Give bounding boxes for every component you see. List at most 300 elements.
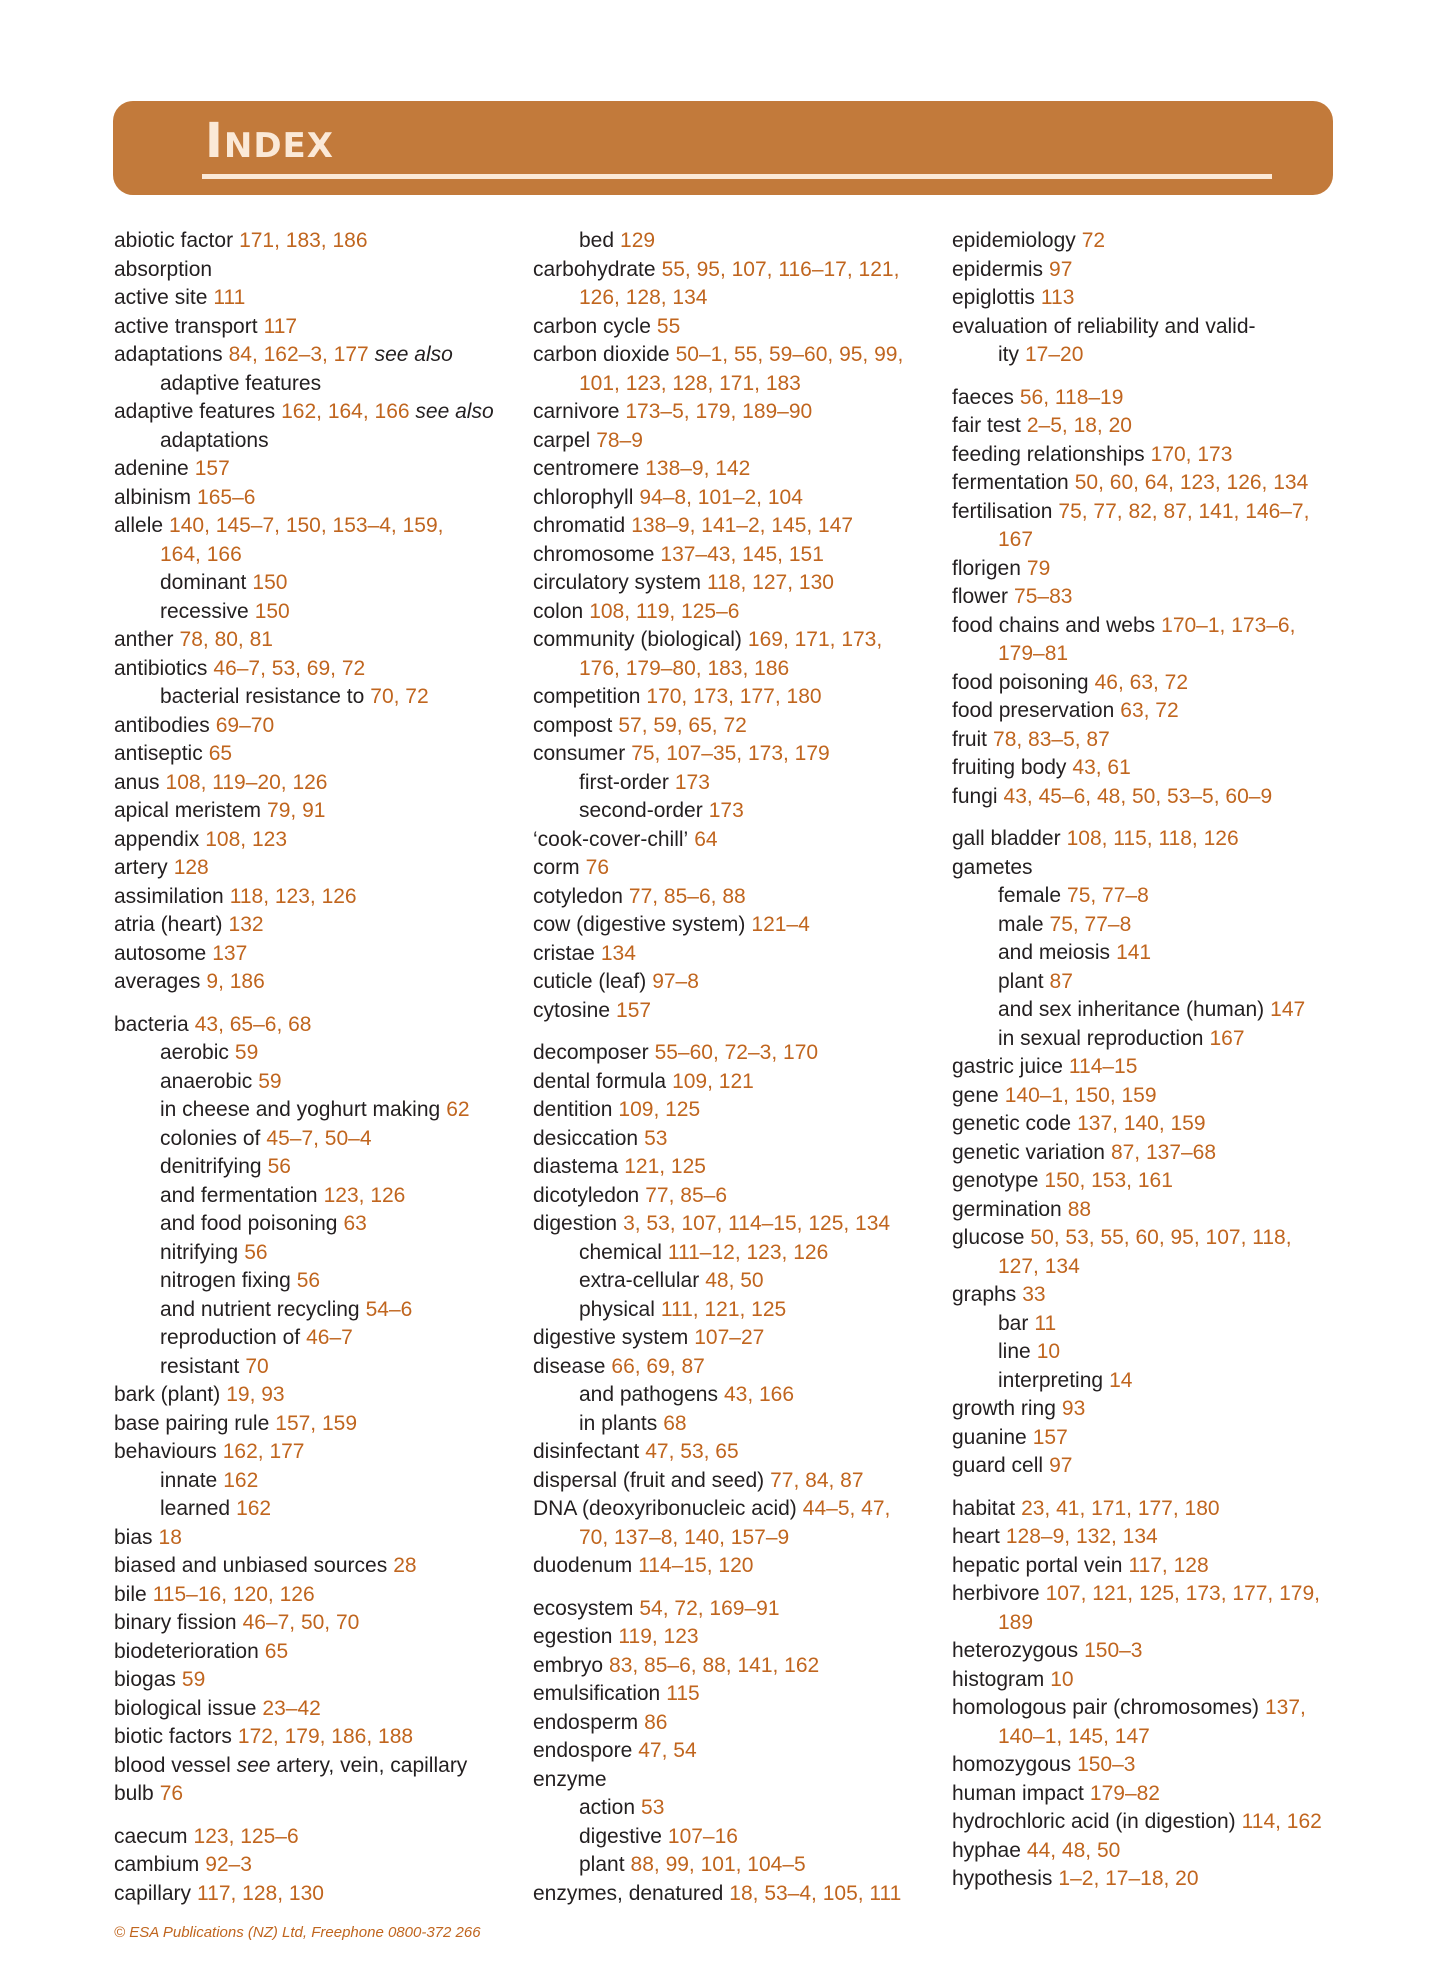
index-page-refs: 54, 72, 169–91 (639, 1596, 780, 1620)
index-page-refs: 111, 121, 125 (660, 1297, 787, 1321)
index-entry (952, 726, 1352, 755)
index-term: cotyledon (533, 884, 623, 908)
index-page-refs: 56 (296, 1269, 321, 1292)
index-page-refs: 18 (158, 1525, 182, 1549)
index-page-refs: 56, 118–19 (1019, 385, 1124, 409)
index-term: adenine (114, 457, 189, 480)
index-page-refs: 157 (616, 998, 652, 1022)
index-term: food poisoning (952, 670, 1089, 694)
index-page-refs: 121, 125 (624, 1155, 706, 1178)
index-term: allele (114, 514, 164, 537)
index-entry (533, 854, 938, 883)
index-page-refs: 86 (644, 1710, 668, 1734)
index-subentry (114, 1467, 514, 1496)
index-page-refs: 84, 162–3, 177 (228, 343, 369, 366)
index-term: appendix (114, 827, 200, 851)
index-term: carpel (533, 428, 591, 452)
index-page-refs: 9, 186 (206, 970, 265, 993)
index-term: compost (533, 713, 613, 737)
index-term: and meiosis (998, 941, 1111, 964)
index-entry (114, 1410, 514, 1439)
index-term: gene (952, 1083, 999, 1107)
index-subentry (114, 1068, 514, 1097)
index-entry (952, 1808, 1352, 1837)
index-page-refs: 109, 121 (672, 1069, 754, 1093)
index-page-refs: 150 (252, 571, 288, 594)
index-page-refs: 173 (708, 799, 744, 822)
index-page-refs: 108, 123 (205, 827, 287, 851)
index-page-refs: 128–9, 132, 134 (1005, 1525, 1158, 1548)
index-term: epidemiology (952, 229, 1076, 252)
index-subentry (114, 598, 514, 627)
index-subentry (114, 683, 514, 712)
index-page-refs: 123, 126 (323, 1183, 406, 1207)
index-term: abiotic factor (114, 229, 234, 252)
index-page-refs: 162 (236, 1497, 272, 1520)
index-entry (114, 1552, 514, 1581)
index-page-refs: 108, 119–20, 126 (165, 770, 328, 794)
index-term: and pathogens (579, 1383, 718, 1406)
index-term: gastric juice (952, 1055, 1063, 1078)
index-entry (533, 1880, 938, 1909)
index-term: histogram (952, 1667, 1045, 1691)
index-term: fruit (952, 727, 988, 751)
index-term: germination (952, 1197, 1062, 1221)
index-term: digestion (533, 1212, 618, 1235)
index-entry (114, 883, 514, 912)
index-term: genetic variation (952, 1140, 1105, 1164)
index-page-refs: 68 (663, 1411, 687, 1435)
index-page-refs: 115 (666, 1682, 700, 1705)
index-entry (114, 769, 514, 798)
index-term: enzymes, denatured (533, 1881, 724, 1905)
index-term: carnivore (533, 400, 620, 423)
index-term: bias (114, 1525, 153, 1549)
index-term: florigen (952, 556, 1021, 580)
index-subentry (114, 1125, 514, 1154)
index-page-refs: 78, 80, 81 (179, 628, 273, 651)
index-page-refs: 137, 140, 159 (1077, 1112, 1206, 1135)
index-page-refs: 162, 177 (222, 1440, 305, 1463)
index-term: bar (998, 1311, 1029, 1335)
index-page-refs: 17–20 (1025, 343, 1084, 366)
index-page-refs: 43, 65–6, 68 (194, 1012, 312, 1036)
page-title: Index (205, 113, 334, 169)
index-page-refs: 170, 173 (1150, 442, 1233, 466)
index-entry (114, 284, 514, 313)
index-term: growth ring (952, 1397, 1056, 1420)
index-term: recessive (160, 599, 249, 623)
index-term: anaerobic (160, 1069, 253, 1093)
index-entry (952, 227, 1352, 256)
index-page-refs: 48, 50 (705, 1269, 764, 1292)
index-term: cytosine (533, 998, 611, 1022)
index-term: first-order (579, 770, 669, 794)
index-page-refs: 172, 179, 186, 188 (237, 1725, 414, 1748)
index-page-refs: 46, 63, 72 (1094, 670, 1189, 694)
index-page-refs: 46–7, 53, 69, 72 (213, 656, 366, 680)
index-page-refs: 79, 91 (267, 799, 326, 822)
index-page-refs: 138–9, 141–2, 145, 147 (631, 514, 854, 537)
index-page-refs: 162, 164, 166 (281, 400, 410, 423)
index-page-refs: 113 (1040, 286, 1075, 309)
index-page-refs: 118, 127, 130 (707, 571, 834, 594)
index-page-refs: 63 (343, 1212, 367, 1235)
index-subentry (533, 797, 938, 826)
index-page-refs: 97 (1049, 257, 1073, 281)
index-entry (533, 1595, 938, 1624)
index-subentry (114, 1267, 514, 1296)
index-entry (533, 911, 938, 940)
index-entry (952, 1666, 1352, 1695)
index-term: male (998, 912, 1044, 936)
index-term: bulb (114, 1782, 154, 1805)
index-page-refs: 14 (1109, 1368, 1133, 1392)
index-term: epidermis (952, 257, 1044, 281)
index-entry (533, 826, 938, 855)
index-entry (533, 940, 938, 969)
index-page-refs: 111 (213, 286, 246, 309)
index-page-refs: 115–16, 120, 126 (152, 1582, 315, 1606)
index-term: decomposer (533, 1041, 649, 1064)
index-page-refs: 107–27 (694, 1326, 765, 1349)
index-entry (114, 1823, 514, 1852)
index-entry (114, 1695, 514, 1724)
index-entry (952, 1580, 1352, 1637)
index-entry (114, 227, 514, 256)
index-page-refs: 138–9, 142 (645, 457, 751, 480)
index-term: cuticle (leaf) (533, 970, 647, 993)
index-page-refs: 157, 159 (275, 1411, 358, 1435)
index-page-refs: 53 (641, 1796, 665, 1819)
index-entry (952, 498, 1352, 555)
index-page-refs: 70, 72 (370, 685, 429, 708)
index-subentry (114, 1182, 514, 1211)
index-entry (952, 669, 1352, 698)
index-column-3 (952, 227, 1352, 1894)
index-page-refs: 118, 123, 126 (229, 884, 357, 908)
index-term: emulsification (533, 1682, 661, 1705)
index-page-refs: 50, 53, 55, 60, 95, 107, 118, 127, 134 (998, 1226, 1292, 1278)
index-entry (533, 541, 938, 570)
index-entry (114, 655, 514, 684)
index-term: assimilation (114, 884, 224, 908)
index-subentry (114, 1039, 514, 1068)
index-term: genetic code (952, 1112, 1072, 1135)
index-term: in plants (579, 1411, 658, 1435)
index-page-refs: 50, 60, 64, 123, 126, 134 (1074, 471, 1309, 494)
index-term: blood vessel (114, 1753, 231, 1777)
index-term: and nutrient recycling (160, 1297, 360, 1321)
index-term: chemical (579, 1240, 662, 1264)
index-entry (952, 469, 1352, 498)
index-term: glucose (952, 1226, 1025, 1249)
index-page-refs: 47, 53, 65 (645, 1440, 739, 1463)
index-entry (533, 341, 938, 398)
index-term: bile (114, 1582, 147, 1606)
index-entry (952, 555, 1352, 584)
index-term: absorption (114, 257, 213, 281)
index-column-1 (114, 227, 514, 1908)
index-page-refs: 10 (1036, 1340, 1061, 1363)
index-term: bacteria (114, 1012, 189, 1036)
index-term: anther (114, 628, 174, 651)
index-page-refs: 94–8, 101–2, 104 (639, 485, 803, 509)
index-term: cambium (114, 1853, 200, 1876)
index-term: learned (160, 1497, 231, 1520)
see-reference: see (236, 1753, 271, 1777)
index-entry (952, 1110, 1352, 1139)
index-page-refs: 59 (258, 1069, 282, 1093)
index-term: feeding relationships (952, 442, 1145, 466)
index-entry (952, 384, 1352, 413)
index-page-refs: 114–15, 120 (638, 1554, 754, 1577)
index-entry (114, 256, 514, 285)
index-term: herbivore (952, 1582, 1040, 1605)
index-term: ecosystem (533, 1596, 634, 1620)
index-page-refs: 173 (674, 770, 710, 794)
index-page-refs: 18, 53–4, 105, 111 (729, 1881, 902, 1905)
index-entry (533, 1438, 938, 1467)
index-page-refs: 55, 95, 107, 116–17, 121, 126, 128, 134 (579, 257, 900, 309)
index-entry (533, 740, 938, 769)
index-entry (533, 712, 938, 741)
index-entry (533, 1652, 938, 1681)
index-subentry (952, 996, 1352, 1025)
index-page-refs: 140–1, 150, 159 (1004, 1083, 1157, 1107)
index-page-refs: 107–16 (667, 1824, 738, 1848)
index-page-refs: 28 (393, 1554, 417, 1577)
index-term: competition (533, 685, 641, 708)
index-entry (533, 1353, 938, 1382)
index-term: fruiting body (952, 756, 1067, 779)
index-subentry (952, 911, 1352, 940)
index-term: faeces (952, 385, 1014, 409)
index-page-refs: 19, 93 (226, 1383, 285, 1406)
see-also-reference: see also (374, 343, 453, 366)
index-page-refs: 76 (585, 856, 610, 879)
index-term: anus (114, 770, 160, 794)
index-page-refs: 88 (1067, 1197, 1092, 1221)
index-subentry (114, 1153, 514, 1182)
index-term: autosome (114, 941, 207, 965)
index-term: averages (114, 970, 201, 993)
index-subentry (533, 1794, 938, 1823)
index-page-refs: 169, 171, 173, 176, 179–80, 183, 186 (579, 628, 883, 680)
index-page-refs: 157 (1032, 1425, 1068, 1449)
index-entry (952, 1637, 1352, 1666)
index-page-refs: 64 (694, 827, 718, 851)
index-entry (952, 441, 1352, 470)
index-entry (533, 598, 938, 627)
index-page-refs: 162 (223, 1468, 259, 1492)
index-page-refs: 56 (244, 1240, 268, 1264)
index-page-refs: 77, 85–6 (645, 1183, 727, 1207)
index-term: hypothesis (952, 1867, 1053, 1890)
index-page-refs: 117, 128, 130 (197, 1881, 324, 1905)
index-page-refs: 75, 107–35, 173, 179 (631, 742, 830, 765)
index-term: desiccation (533, 1126, 639, 1150)
index-entry (533, 683, 938, 712)
index-subentry (533, 1381, 938, 1410)
index-entry (952, 256, 1352, 285)
index-term: disease (533, 1354, 606, 1378)
index-term: colonies of (160, 1126, 261, 1150)
index-term: digestive (579, 1824, 662, 1848)
index-entry (114, 854, 514, 883)
index-entry (114, 968, 514, 997)
index-entry (533, 1709, 938, 1738)
index-entry (533, 1737, 938, 1766)
index-page-refs: 54–6 (365, 1297, 413, 1321)
index-term: base pairing rule (114, 1411, 270, 1435)
index-term: community (biological) (533, 628, 742, 651)
index-page-refs: 107, 121, 125, 173, 177, 179, 189 (998, 1582, 1320, 1634)
index-term: cow (digestive system) (533, 913, 746, 936)
index-entry: evaluation of reliability and valid- ity 17–20 (952, 314, 1256, 366)
index-entry (114, 484, 514, 513)
index-entry (114, 1438, 514, 1467)
index-page-refs: 75, 77, 82, 87, 141, 146–7, 167 (998, 499, 1310, 551)
index-entry (952, 754, 1352, 783)
index-term: cristae (533, 941, 595, 965)
index-entry (533, 1039, 938, 1068)
index-term: fertilisation (952, 499, 1053, 523)
index-term: capillary (114, 1881, 192, 1905)
index-term: gall bladder (952, 827, 1061, 850)
index-term: apical meristem (114, 799, 262, 822)
index-term: innate (160, 1468, 218, 1492)
index-entry (114, 1723, 514, 1752)
index-page-refs: 65 (208, 742, 233, 765)
index-term: reproduction of (160, 1326, 301, 1349)
index-entry (952, 1837, 1352, 1866)
index-entry (533, 512, 938, 541)
index-term: nitrifying (160, 1240, 239, 1264)
index-page-refs: 117 (263, 314, 298, 338)
index-term: consumer (533, 742, 626, 765)
index-term: female (998, 884, 1062, 907)
index-page-refs: 111–12, 123, 126 (667, 1240, 829, 1264)
index-term: fermentation (952, 471, 1069, 494)
index-page-refs: 23, 41, 171, 177, 180 (1021, 1496, 1220, 1520)
index-entry (114, 1666, 514, 1695)
index-term: centromere (533, 457, 640, 480)
index-entry (952, 1167, 1352, 1196)
index-term: albinism (114, 485, 192, 509)
index-page-refs: 93 (1061, 1397, 1086, 1420)
index-term: chromosome (533, 542, 655, 566)
index-page-refs: 117, 128 (1128, 1553, 1209, 1577)
index-term: epiglottis (952, 286, 1035, 309)
index-page-refs: 75–83 (1014, 585, 1073, 608)
index-page-refs: 123, 125–6 (193, 1824, 299, 1848)
index-page-refs: 108, 119, 125–6 (589, 599, 740, 623)
index-column-2 (533, 227, 938, 1908)
index-entry (114, 1752, 514, 1781)
index-entry (952, 1395, 1352, 1424)
index-entry (952, 612, 1352, 669)
index-page-refs: 97 (1049, 1454, 1073, 1477)
index-page-refs: 108, 115, 118, 126 (1066, 827, 1239, 850)
index-page-refs: 129 (620, 229, 656, 252)
index-entry (533, 1623, 938, 1652)
index-entry (114, 1011, 514, 1040)
index-entry (952, 284, 1352, 313)
index-page-refs: 121–4 (751, 913, 810, 936)
index-term: artery (114, 856, 168, 879)
index-term: gametes (952, 855, 1033, 879)
index-term: chromatid (533, 514, 626, 537)
index-entry (114, 341, 514, 398)
index-page-refs: 1–2, 17–18, 20 (1058, 1867, 1199, 1890)
index-term: bed (579, 229, 615, 252)
index-term: flower (952, 585, 1009, 608)
index-term: physical (579, 1297, 655, 1321)
index-term: fungi (952, 784, 998, 808)
index-term: hyphae (952, 1838, 1021, 1862)
index-page-refs: 173–5, 179, 189–90 (625, 400, 813, 423)
index-term: guard cell (952, 1454, 1044, 1477)
index-page-refs: 171, 183, 186 (239, 229, 368, 252)
index-term: antibodies (114, 713, 210, 737)
index-entry (114, 455, 514, 484)
index-term: food preservation (952, 699, 1115, 722)
index-page-refs: 46–7, 50, 70 (242, 1611, 360, 1634)
index-entry (952, 697, 1352, 726)
index-term: duodenum (533, 1554, 633, 1577)
index-subentry (952, 1025, 1352, 1054)
index-term: adaptations (114, 343, 223, 366)
index-page-refs: 114, 162 (1241, 1810, 1322, 1833)
index-subentry (114, 1096, 514, 1125)
index-page-refs: 134 (600, 941, 636, 965)
index-page-refs: 45–7, 50–4 (266, 1126, 372, 1150)
index-page-refs: 114–15 (1068, 1055, 1138, 1078)
index-page-refs: 140, 145–7, 150, 153–4, 159, 164, 166 (160, 514, 444, 566)
index-subentry (114, 1210, 514, 1239)
index-entry (114, 1609, 514, 1638)
index-entry (533, 1467, 938, 1496)
index-term: antiseptic (114, 742, 203, 765)
index-term: disinfectant (533, 1440, 640, 1463)
index-page-refs: 10 (1050, 1667, 1074, 1691)
index-entry (533, 968, 938, 997)
index-term: behaviours (114, 1440, 217, 1463)
index-entry (533, 569, 938, 598)
index-page-refs: 150–3 (1084, 1639, 1143, 1662)
index-page-refs: 55–60, 72–3, 170 (654, 1041, 819, 1064)
index-page-refs: 47, 54 (638, 1739, 697, 1762)
index-term: binary fission (114, 1611, 237, 1634)
index-page-refs: 75, 77–8 (1067, 884, 1149, 907)
index-page-refs: 137 (212, 941, 248, 965)
index-term: dominant (160, 571, 247, 594)
index-page-refs: 44, 48, 50 (1026, 1838, 1121, 1862)
index-term: DNA (deoxyribonucleic acid) (533, 1497, 797, 1520)
index-page-refs: 2–5, 18, 20 (1026, 414, 1132, 437)
index-page-refs: 72 (1081, 229, 1106, 252)
index-entry (952, 1552, 1352, 1581)
index-entry (952, 1694, 1352, 1751)
index-term: line (998, 1340, 1031, 1363)
index-term: and sex inheritance (human) (998, 998, 1265, 1021)
index-term: habitat (952, 1496, 1016, 1520)
index-page-refs: 76 (159, 1782, 184, 1805)
index-page-refs: 109, 125 (618, 1098, 701, 1121)
index-subentry (952, 1338, 1352, 1367)
index-page-refs: 56 (267, 1155, 291, 1178)
